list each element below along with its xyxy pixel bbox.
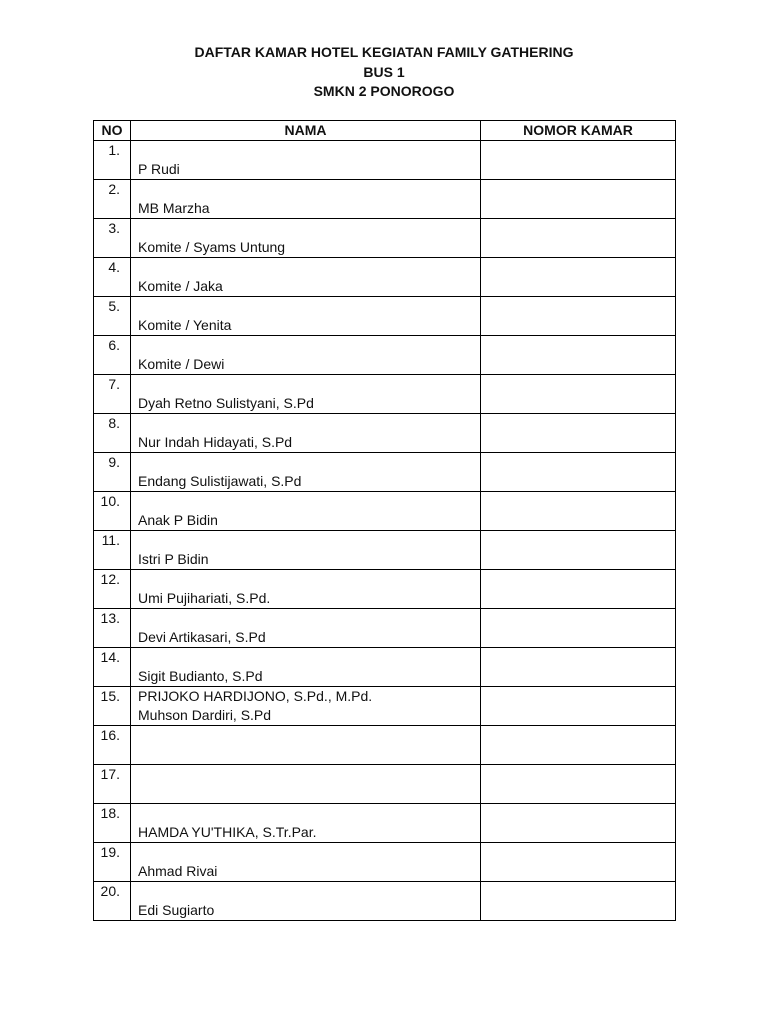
name-line-2: Edi Sugiarto: [138, 902, 215, 918]
room-number-cell: [481, 843, 676, 882]
row-number: 16.: [94, 726, 131, 765]
name-line-2: Nur Indah Hidayati, S.Pd: [138, 434, 293, 450]
name-line-1: [138, 180, 480, 199]
name-cell: [131, 804, 481, 843]
row-number: 4.: [94, 258, 131, 297]
row-number: 12.: [94, 570, 131, 609]
name-line-1: PRIJOKO HARDIJONO, S.Pd., M.Pd.: [138, 688, 373, 704]
table-row: [94, 219, 676, 258]
row-number: 8.: [94, 414, 131, 453]
name-line-1: [138, 804, 480, 823]
room-number-cell: [481, 648, 676, 687]
name-cell: [131, 843, 481, 882]
name-line-2: Ahmad Rivai: [138, 863, 218, 879]
name-cell: [131, 297, 481, 336]
room-number-cell: [481, 414, 676, 453]
room-number-cell: [481, 765, 676, 804]
name-cell: [131, 648, 481, 687]
table-row: [94, 492, 676, 531]
name-line-1: [138, 609, 480, 628]
row-number: 7.: [94, 375, 131, 414]
room-number-cell: [481, 258, 676, 297]
name-line-1: [138, 726, 480, 745]
name-line-2: Endang Sulistijawati, S.Pd: [138, 473, 302, 489]
name-cell: [131, 180, 481, 219]
name-line-1: [138, 570, 480, 589]
table-row: [94, 297, 676, 336]
name-line-1: [138, 336, 480, 355]
name-cell: [131, 141, 481, 180]
table-row: [94, 804, 676, 843]
row-number: 1.: [94, 141, 131, 180]
name-line-1: [138, 297, 480, 316]
name-line-2: Devi Artikasari, S.Pd: [138, 629, 266, 645]
row-number: 15.: [94, 687, 131, 726]
name-cell: [131, 570, 481, 609]
room-number-cell: [481, 531, 676, 570]
room-list-table: [93, 120, 676, 921]
row-number: 5.: [94, 297, 131, 336]
name-cell: [131, 219, 481, 258]
name-line-2: Komite / Jaka: [138, 278, 223, 294]
room-number-cell: [481, 375, 676, 414]
table-row: [94, 687, 676, 726]
name-cell: [131, 765, 481, 804]
room-number-cell: [481, 297, 676, 336]
row-number: 19.: [94, 843, 131, 882]
name-line-2: Istri P Bidin: [138, 551, 209, 567]
name-cell: [131, 609, 481, 648]
name-cell: [131, 258, 481, 297]
room-number-cell: [481, 804, 676, 843]
table-row: [94, 570, 676, 609]
name-line-2: P Rudi: [138, 161, 180, 177]
room-number-cell: [481, 453, 676, 492]
room-number-cell: [481, 687, 676, 726]
table-row: [94, 453, 676, 492]
table-row: [94, 882, 676, 921]
table-row: [94, 765, 676, 804]
name-cell: [131, 453, 481, 492]
name-line-2: [138, 745, 480, 764]
name-line-1: [138, 453, 480, 472]
row-number: 18.: [94, 804, 131, 843]
name-line-1: [138, 258, 480, 277]
table-row: [94, 180, 676, 219]
header-no: NO: [94, 121, 131, 141]
table-row: [94, 375, 676, 414]
room-number-cell: [481, 882, 676, 921]
name-line-1: [138, 648, 480, 667]
row-number: 11.: [94, 531, 131, 570]
name-line-1: [138, 882, 480, 901]
room-number-cell: [481, 180, 676, 219]
table-row: [94, 726, 676, 765]
name-line-2: [138, 784, 480, 803]
row-number: 17.: [94, 765, 131, 804]
header-nomor-kamar: NOMOR KAMAR: [481, 121, 676, 141]
name-line-2: MB Marzha: [138, 200, 210, 216]
name-line-1: [138, 531, 480, 550]
table-row: [94, 648, 676, 687]
name-line-2: Dyah Retno Sulistyani, S.Pd: [138, 395, 314, 411]
name-line-2: Komite / Yenita: [138, 317, 232, 333]
name-line-2: Muhson Dardiri, S.Pd: [138, 707, 272, 723]
table-row: [94, 843, 676, 882]
name-line-2: Umi Pujihariati, S.Pd.: [138, 590, 271, 606]
name-line-1: [138, 765, 480, 784]
name-line-2: Sigit Budianto, S.Pd: [138, 668, 263, 684]
table-row: [94, 531, 676, 570]
name-line-2: Komite / Syams Untung: [138, 239, 286, 255]
table-row: [94, 414, 676, 453]
row-number: 6.: [94, 336, 131, 375]
name-line-1: [138, 219, 480, 238]
name-cell: [131, 336, 481, 375]
title-line-1: DAFTAR KAMAR HOTEL KEGIATAN FAMILY GATHERING: [194, 44, 574, 60]
name-line-1: [138, 141, 480, 160]
table-header-row: [94, 121, 676, 141]
table-row: [94, 141, 676, 180]
table-row: [94, 609, 676, 648]
name-cell: [131, 414, 481, 453]
name-line-2: Komite / Dewi: [138, 356, 225, 372]
room-number-cell: [481, 336, 676, 375]
table-row: [94, 336, 676, 375]
table-body: [94, 141, 676, 921]
row-number: 9.: [94, 453, 131, 492]
room-number-cell: [481, 609, 676, 648]
name-line-1: [138, 843, 480, 862]
row-number: 14.: [94, 648, 131, 687]
name-cell: [131, 687, 481, 726]
name-cell: [131, 726, 481, 765]
title-line-2: BUS 1: [363, 63, 405, 80]
room-number-cell: [481, 726, 676, 765]
row-number: 2.: [94, 180, 131, 219]
document-title: [0, 43, 768, 102]
name-cell: [131, 492, 481, 531]
name-line-1: [138, 414, 480, 433]
table-row: [94, 258, 676, 297]
name-cell: [131, 882, 481, 921]
name-cell: [131, 375, 481, 414]
row-number: 20.: [94, 882, 131, 921]
row-number: 13.: [94, 609, 131, 648]
name-cell: [131, 531, 481, 570]
header-nama: NAMA: [131, 121, 481, 141]
row-number: 10.: [94, 492, 131, 531]
title-line-3: SMKN 2 PONOROGO: [313, 83, 455, 99]
room-number-cell: [481, 219, 676, 258]
name-line-2: Anak P Bidin: [138, 512, 218, 528]
room-number-cell: [481, 570, 676, 609]
name-line-1: [138, 492, 480, 511]
name-line-2: HAMDA YU'THIKA, S.Tr.Par.: [138, 824, 317, 840]
room-number-cell: [481, 141, 676, 180]
row-number: 3.: [94, 219, 131, 258]
room-number-cell: [481, 492, 676, 531]
name-line-1: [138, 375, 480, 394]
